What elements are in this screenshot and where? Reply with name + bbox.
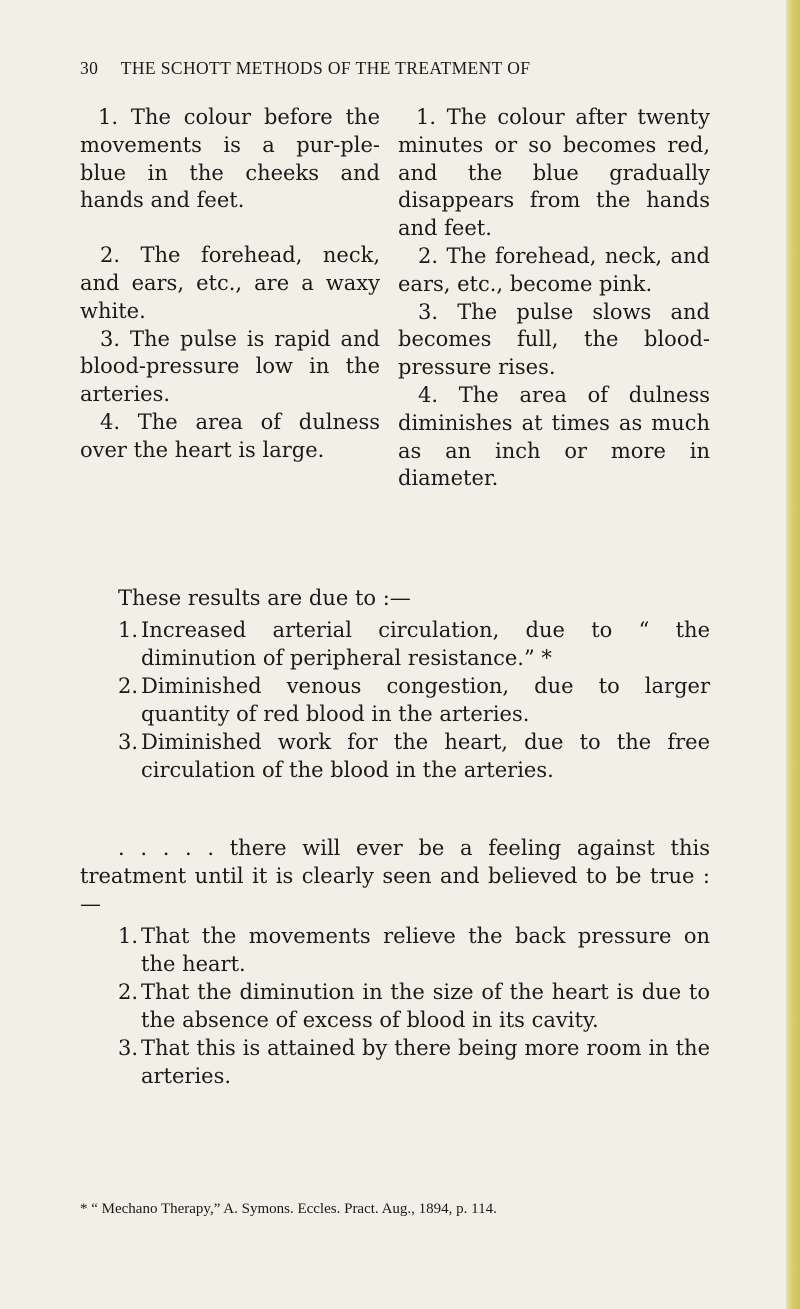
item-text: That this is attained by there being more room in the arteries. — [141, 1036, 710, 1088]
results-lead: These results are due to :— — [118, 586, 411, 610]
list-item — [80, 672, 710, 728]
feeling-text: . . . . . there will ever be a feeling against this treatment until it is clearly seen and believed to be true :— — [80, 836, 710, 916]
list-item — [80, 978, 710, 1034]
item-text: That the movements relieve the back pressure on the heart. — [141, 924, 710, 976]
page-edge — [786, 0, 800, 1309]
after-item: 2. The forehead, neck, and ears, etc., become pink. — [398, 243, 710, 296]
feeling-paragraph — [80, 834, 710, 918]
item-text: That the diminution in the size of the heart is due to the absence of excess of blood in its cavity. — [141, 980, 710, 1032]
item-number: 1. — [118, 618, 139, 642]
list-item — [80, 922, 710, 978]
item-number: 1. — [118, 924, 139, 948]
running-header — [80, 58, 720, 79]
conditions-section — [80, 922, 710, 1090]
before-item: 3. The pulse is rapid and blood-pressure low in the arteries. — [80, 326, 380, 407]
list-item — [80, 728, 710, 784]
results-section — [80, 584, 710, 784]
before-item: 1. The colour before the movements is a pur-ple-blue in the cheeks and hands and feet. — [80, 105, 380, 213]
after-column — [398, 104, 710, 493]
results-list — [80, 616, 710, 784]
item-text: Increased arterial circulation, due to “ the diminution of peripheral resistance.” * — [141, 618, 710, 670]
page-number: 30 — [80, 58, 99, 78]
item-text: Diminished work for the heart, due to the free circulation of the blood in the arteries. — [141, 730, 710, 782]
running-title: THE SCHOTT METHODS OF THE TREATMENT OF — [120, 58, 531, 78]
before-item: 4. The area of dulness over the heart is large. — [80, 409, 380, 462]
before-item: 2. The forehead, neck, and ears, etc., are a waxy white. — [80, 243, 380, 323]
footnote: * “ Mechano Therapy,” A. Symons. Eccles. Pract. Aug., 1894, p. 114. — [80, 1201, 497, 1217]
after-item: 4. The area of dulness diminishes at times as much as an inch or more in diameter. — [398, 382, 710, 491]
list-item — [80, 616, 710, 672]
before-column — [80, 104, 380, 465]
item-text: Diminished venous congestion, due to larger quantity of red blood in the arteries. — [141, 674, 710, 726]
list-item — [80, 1034, 710, 1090]
conditions-list — [80, 922, 710, 1090]
item-number: 3. — [118, 1036, 139, 1060]
after-item: 3. The pulse slows and becomes full, the blood-pressure rises. — [398, 299, 710, 380]
after-item: 1. The colour after twenty minutes or so becomes red, and the blue gradually disappears from the hands and feet. — [398, 105, 710, 241]
item-number: 2. — [118, 980, 139, 1004]
item-number: 3. — [118, 730, 139, 754]
item-number: 2. — [118, 674, 139, 698]
